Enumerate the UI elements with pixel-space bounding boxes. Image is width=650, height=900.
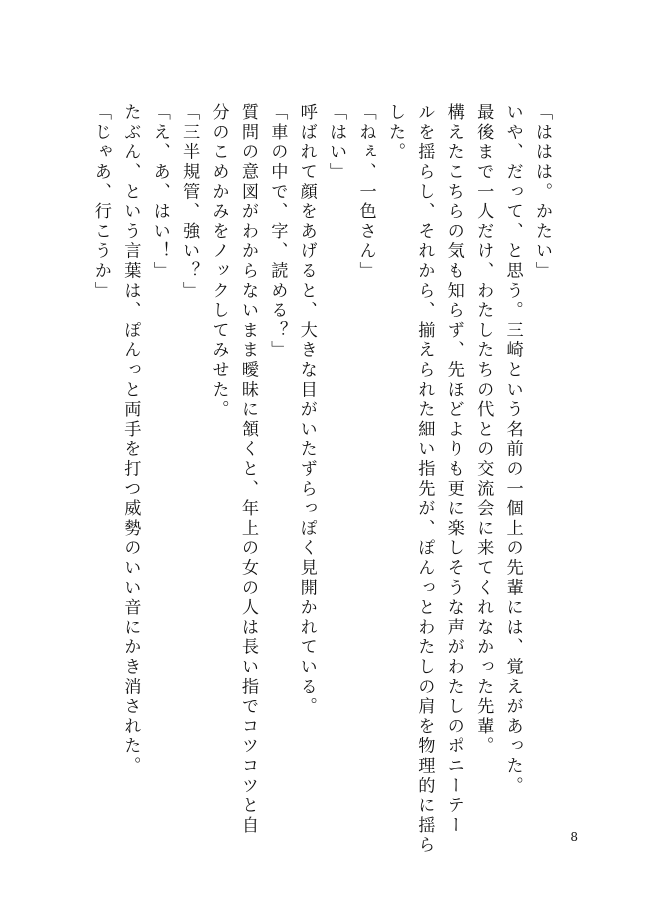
text-line: 「え、あ、はい！」 bbox=[149, 103, 170, 282]
text-line: たぶん、という言葉は、ぽんっと両手を打つ威勢のいい音にかき消された。 bbox=[120, 103, 141, 777]
text-line: 「はい」 bbox=[326, 103, 347, 183]
text-line: ルを揺らし、それから、揃えられた細い指先が、ぽんっとわたしの肩を物理的に揺ら bbox=[414, 103, 435, 856]
text-line: 呼ばれて顔をあげると、大きな目がいたずらっぽく見開かれている。 bbox=[296, 103, 317, 717]
text-line: 質問の意図がわからないまま曖昧に頷くと、年上の女の人は長い指でコツコツと自 bbox=[237, 103, 258, 836]
vertical-text-body bbox=[86, 103, 557, 856]
text-line: 最後まで一人だけ、わたしたちの代との交流会に来てくれなかった先輩。 bbox=[473, 103, 494, 757]
text-line: 「ははは。かたい」 bbox=[532, 103, 552, 282]
text-line: 「じゃあ、行こうか」 bbox=[90, 103, 111, 301]
text-line: した。 bbox=[384, 103, 405, 163]
text-line: 「車の中で、字、読める？」 bbox=[267, 103, 288, 361]
text-line: 「三半規管、強い？」 bbox=[179, 103, 200, 301]
text-line: いや、だって、と思う。三崎という名前の一個上の先輩には、覚えがあった。 bbox=[502, 103, 523, 796]
page-number: 8 bbox=[570, 830, 578, 844]
text-line: 分のこめかみをノックしてみせた。 bbox=[208, 103, 229, 420]
text-line: 「ねぇ、一色さん」 bbox=[355, 103, 376, 282]
text-line: 構えたこちらの気も知らず、先ほどよりも更に楽しそうな声がわたしのポニーテー bbox=[443, 103, 464, 836]
